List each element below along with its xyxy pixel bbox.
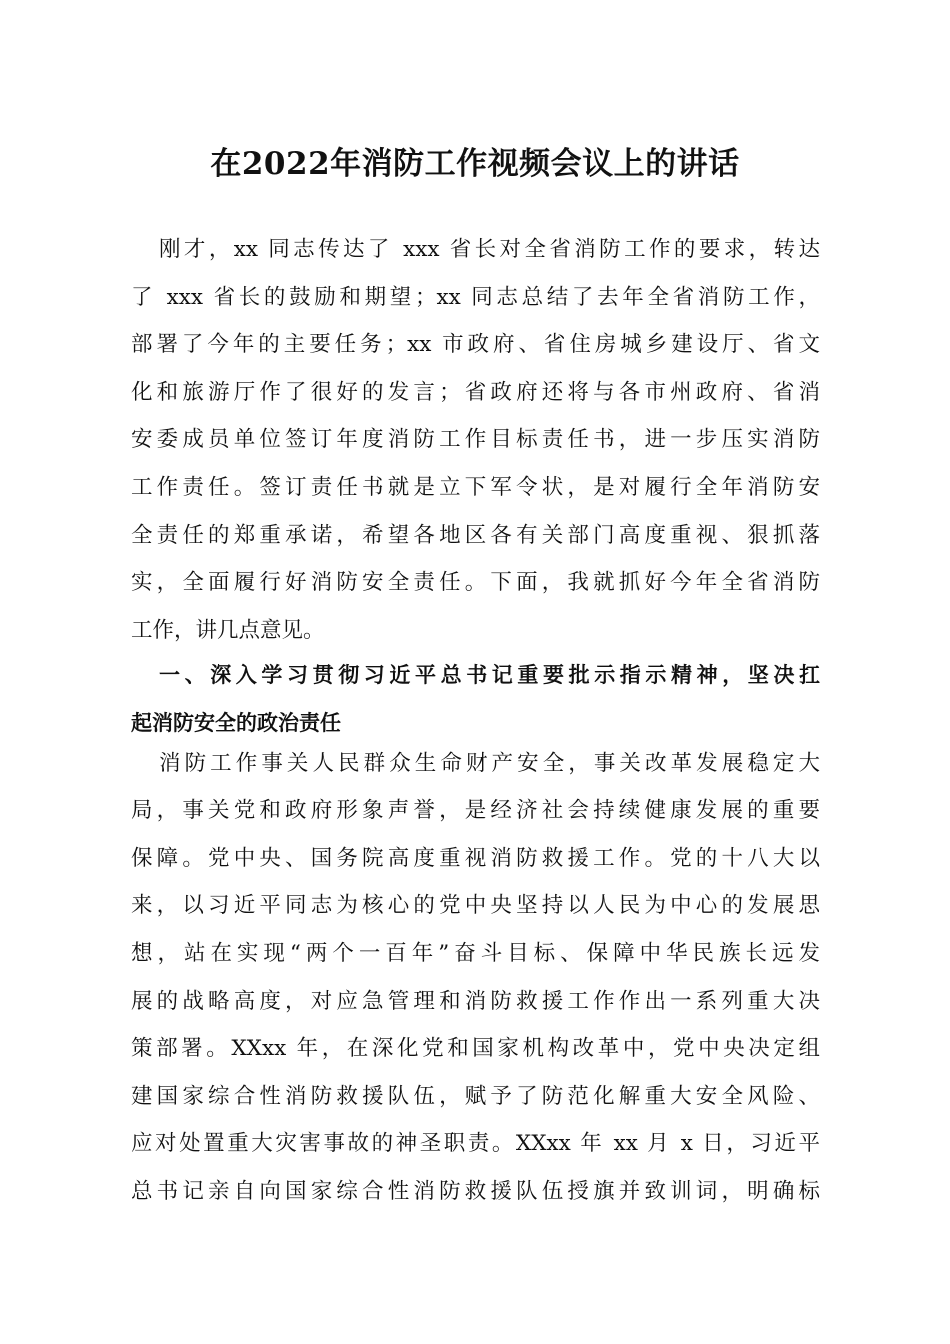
text-line: 总书记亲自向国家综合性消防救援队伍授旗并致训词，明确标 [131,1178,820,1204]
document-body [131,232,820,1221]
text-line: 想，站在实现“两个一百年”奋斗目标、保障中华民族长远发 [131,940,820,966]
text-line: 部署了今年的主要任务；xx 市政府、省住房城乡建设厅、省文 [131,332,820,358]
section-heading [131,657,820,752]
text-line: 实，全面履行好消防安全责任。下面，我就抓好今年全省消防 [131,570,820,596]
document-title: 在2022年消防工作视频会议上的讲话 [210,146,740,182]
paragraph-section-1 [131,746,820,1222]
text-line: 化和旅游厅作了很好的发言；省政府还将与各市州政府、省消 [131,379,820,405]
text-line: 全责任的郑重承诺，希望各地区各有关部门高度重视、狠抓落 [131,522,820,548]
text-line: 建国家综合性消防救援队伍，赋予了防范化解重大安全风险、 [131,1083,820,1109]
text-line: 工作，讲几点意见。 [131,617,325,643]
heading-line: 起消防安全的政治责任 [131,710,341,735]
text-line: 安委成员单位签订年度消防工作目标责任书，进一步压实消防 [131,427,820,453]
text-line: 局，事关党和政府形象声誉，是经济社会持续健康发展的重要 [131,798,820,824]
text-line: 展的战略高度，对应急管理和消防救援工作作出一系列重大决 [131,988,820,1014]
text-line: 策部署。XXxx 年，在深化党和国家机构改革中，党中央决定组 [131,1036,820,1062]
paragraph-intro [131,232,820,660]
text-line: 工作责任。签订责任书就是立下军令状，是对履行全年消防安 [131,474,820,500]
text-line: 了 xxx 省长的鼓励和期望；xx 同志总结了去年全省消防工作， [131,284,820,310]
heading-line: 一、深入学习贯彻习近平总书记重要批示指示精神，坚决扛 [159,663,820,688]
text-line: 来，以习近平同志为核心的党中央坚持以人民为中心的发展思 [131,893,820,919]
text-line: 消防工作事关人民群众生命财产安全，事关改革发展稳定大 [159,750,820,776]
text-line: 刚才，xx 同志传达了 xxx 省长对全省消防工作的要求，转达 [159,237,820,262]
text-line: 应对处置重大灾害事故的神圣职责。XXxx 年 xx 月 x 日，习近平 [131,1131,820,1157]
text-line: 保障。党中央、国务院高度重视消防救援工作。党的十八大以 [131,845,820,871]
